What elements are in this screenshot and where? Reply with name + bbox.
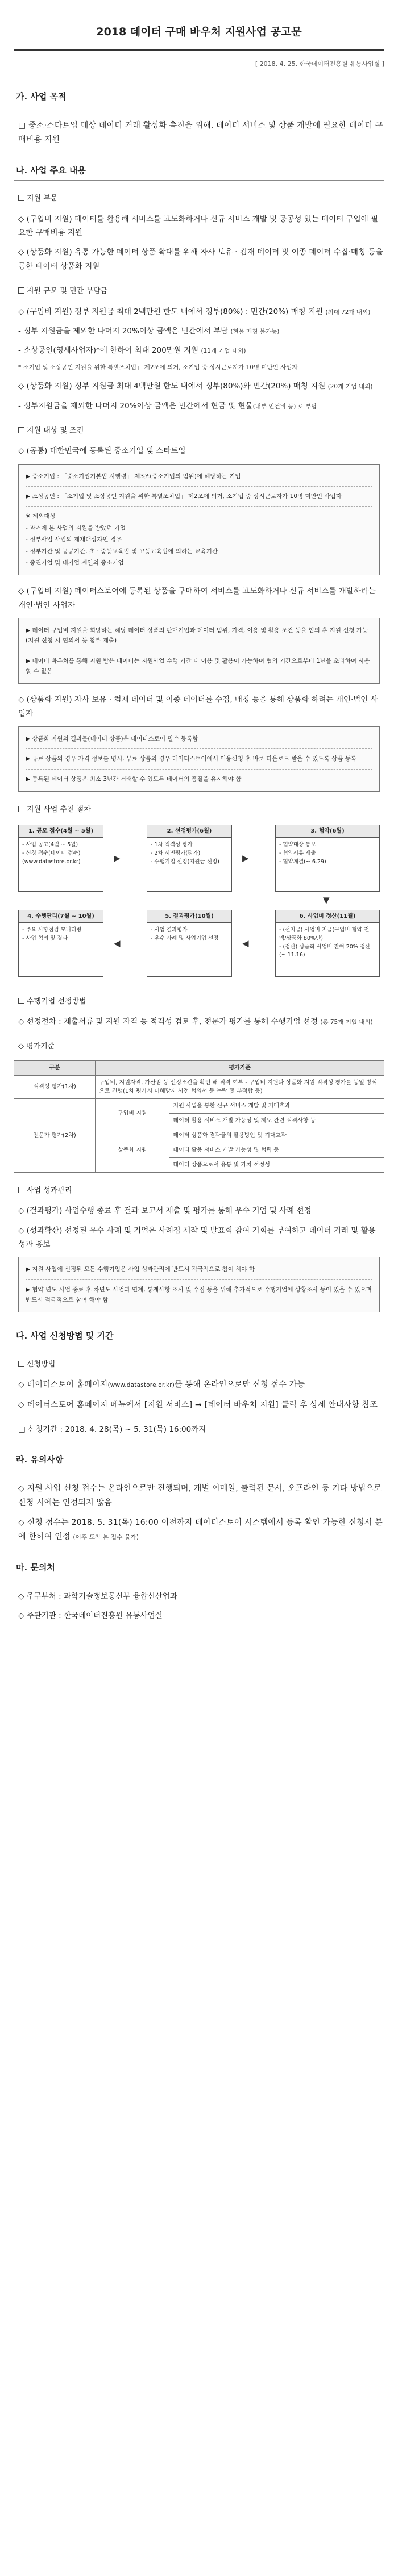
scale-product-private: - 정부지원금을 제외한 나머지 20%이상 금액은 민간에서 현금 및 현물(내부 인건비 등) 로 부담 — [18, 401, 317, 411]
table-row: 데이터 활용 서비스 개발 가능성 및 협력 등 — [14, 1143, 384, 1157]
table-row: 데이터 활용 서비스 개발 가능성 및 제도 관련 적격사항 등 — [14, 1113, 384, 1128]
checkbox-square-icon — [18, 195, 24, 201]
support-product-text: ◇ (상품화 지원) 유통 가능한 데이터 상품 확대를 위해 자사 보유 · 컴재 데이터 및 이종 데이터 수집·매칭 등을 통한 데이터 상품화 지원 — [18, 248, 383, 271]
table-row: 상품화 지원 데이터 상품화 결과물의 활용방안 및 기대효과 — [14, 1128, 384, 1143]
eligibility-purchase-box: ▶ 데이터 구입비 지원을 희망하는 해당 데이터 상품의 판매기업과 데이터 범위, 가격, 이용 및 활용 조건 등을 협의 후 지원 신청 가능(지원 신청 시 협의서 등 첨부 제출) ▶ 데이터 바우처를 통해 지원 받은 데이터는 지원사업 수행 기간 내 이용 및 활용이 가능하며 협의 기간으로부터 1년을 초과하여 사용 할 수 없음 — [18, 618, 380, 684]
sub-selection-method: 수행기업 선정방법 — [18, 996, 384, 1007]
performance-eval: ◇ (결과평가) 사업수행 종료 후 결과 보고서 제출 및 평가를 통해 우수 기업 및 사례 선정 — [18, 1206, 312, 1216]
section-main-heading: 나. 사업 주요 내용 — [14, 162, 384, 181]
arrow-left-icon: ◀ — [242, 938, 249, 948]
evaluation-table — [14, 1060, 384, 1173]
scale-product-text: ◇ (상품화 지원) 정부 지원금 최대 4백만원 한도 내에서 정부(80%)와 민간(20%) 매칭 지원 (20개 기업 내외) — [18, 382, 373, 391]
checkbox-square-icon — [18, 998, 24, 1004]
eligibility-product-box: ▶ 상품화 지원의 결과물(데이터 상품)은 데이터스토어 필수 등록함 ▶ 유료 상품의 경우 가격 정보를 명시, 무료 상품의 경우 데이터스토어에서 이용신청 후 바로 다운로드 받을 수 있도록 상품 등록 ▶ 등록된 데이터 상품은 최소 3년간 거래할 수 있도록 데이터의 품질을 유지해야 함 — [18, 726, 380, 792]
scale-purchase-private: - 정부 지원금을 제외한 나머지 20%이상 금액은 민간에서 부담 (현물 매칭 불가능) — [18, 326, 280, 336]
page-title: 2018 데이터 구매 바우처 지원사업 공고문 — [14, 19, 384, 51]
process-diagram — [18, 825, 380, 984]
checkbox-square-icon — [18, 287, 24, 294]
checkbox-square-icon — [18, 1187, 24, 1193]
sub-support-scale: 지원 규모 및 민간 부담금 — [18, 286, 384, 297]
table-header-category: 구분 — [14, 1060, 96, 1075]
scale-purchase-text: ◇ (구입비 지원) 정부 지원금 최대 2백만원 한도 내에서 정부(80%) : 민간(20%) 매칭 지원 (최대 72개 내외) — [18, 307, 371, 316]
caution-deadline: ◇ 신청 접수는 2018. 5. 31(목) 16:00 이전까지 데이터스토어 시스템에서 등록 확인 가능한 신청서 분에 한하여 인정 (이후 도착 본 접수 불가) — [18, 1517, 383, 1542]
checkbox-square-icon — [18, 806, 24, 812]
eligibility-common: ◇ (공통) 대한민국에 등록된 중소기업 및 스타트업 — [18, 446, 186, 456]
performance-spread: ◇ (성과확산) 선정된 우수 사례 및 기업은 사례집 제작 및 발표회 참여 기회를 부여하고 데이터 거래 및 활용 성과 홍보 — [18, 1226, 376, 1249]
sub-eval-criteria: ◇ 평가기준 — [18, 1042, 55, 1051]
process-step-3: 3. 협약(6월) - 협약대상 통보 - 협약서류 제출 - 협약체결(~ 6.29) — [275, 825, 380, 892]
process-step-4: 4. 수행관리(7월 ~ 10월) - 주요 사항점검 모니터링 - 사업 협의 및 결과 — [18, 910, 103, 977]
eligibility-product: ◇ (상품화 지원) 자사 보유 · 컴재 데이터 및 이종 데이터를 수집, 매칭 등을 통해 상품화 하려는 개인·법인 사업자 — [18, 695, 378, 718]
table-row: 전문가 평가(2차) 구입비 지원 지원 사업을 통한 신규 서비스 개발 및 기대효과 — [14, 1098, 384, 1113]
small-biz-footnote: * 소기업 및 소상공인 지원을 위한 특별조치법」 제2조에 의거, 소기업 중 상시근로자가 10명 미만인 사업자 — [18, 364, 298, 371]
checkbox-square-icon — [18, 1361, 24, 1367]
support-purchase-text: ◇ (구입비 지원) 데이터를 활용해 서비스를 고도화하거나 신규 서비스 개발 및 공공성 있는 데이터 구입에 필요한 구매비용 지원 — [18, 214, 379, 238]
section-contact-heading: 마. 문의처 — [14, 1559, 384, 1578]
caution-online-only: ◇ 지원 사업 신청 접수는 온라인으로만 진행되며, 개별 이메일, 출력된 문서, 오프라인 등 기타 방법으로 신청 시에는 인정되지 않음 — [18, 1483, 382, 1507]
sub-performance: 사업 성과관리 — [18, 1185, 384, 1197]
section-apply-heading: 다. 사업 신청방법 및 기간 — [14, 1327, 384, 1346]
process-step-1: 1. 공모 접수(4월 ~ 5월) - 사업 공고(4월 ~ 5월) - 신청 접수(데이터 접수) (www.datastore.or.kr) — [18, 825, 103, 892]
checkbox-square-icon — [18, 427, 24, 433]
arrow-right-icon: ▶ — [242, 852, 249, 863]
sub-apply-method: 신청방법 — [18, 1359, 384, 1370]
sub-support-type: 지원 부문 — [18, 193, 384, 204]
contact-agency: ◇ 주관기관 : 한국데이터진흥원 유통사업실 — [18, 1611, 163, 1621]
process-step-5: 5. 결과평가(10월) - 사업 결과평가 - 우수 사례 및 사업기업 선정 — [147, 910, 232, 977]
contact-ministry: ◇ 주무부처 : 과학기술정보통신부 융합신산업과 — [18, 1591, 177, 1601]
section-purpose-heading: 가. 사업 목적 — [14, 88, 384, 107]
eligibility-common-box: ▶ 중소기업 : 「중소기업기본법 시행령」 제3조(중소기업의 범위)에 해당하는 기업 ▶ 소상공인 : 「소기업 및 소상공인 지원을 위한 특별조치법」 제2조에 의거, 소기업 중 상시근로자가 10명 미만인 사업자 ※ 제외대상 - 과거에 본 사업의 지원을 받았던 기업 - 정부사업 사업의 제재대상자인 경우 - 정부기관 및 공공기관, 초 · 중등교육법 및 고등교육법에 의하는 교육기관 - 중견기업 및 대기업 계열의 중소기업 — [18, 464, 380, 576]
scale-purchase-small-biz: - 소상공인(영세사업자)*에 한하여 최대 200만원 지원 (11개 기업 내외) — [18, 346, 246, 356]
table-header-criteria: 평가기준 — [96, 1060, 384, 1075]
process-step-6: 6. 사업비 정산(11월) - (선지급) 사업비 지급(구입비 협약 전액/상품화 80%만) - (정산) 상품화 사업비 잔여 20% 정산(~ 11.16) — [275, 910, 380, 977]
sub-process: 지원 사업 추진 절차 — [18, 804, 384, 816]
selection-procedure: ◇ 선정절차 : 제출서류 및 지원 자격 등 적격성 검토 후, 전문가 평가를 통해 수행기업 선정 (총 75개 기업 내외) — [18, 1017, 373, 1027]
apply-menu-guide: ◇ 데이터스토어 홈페이지 메뉴에서 [지원 서비스] → [데이터 바우처 지원] 클릭 후 상세 안내사항 참조 — [18, 1400, 378, 1410]
performance-box: ▶ 지원 사업에 선정된 모든 수행기업은 사업 성과관리에 반드시 적극적으로 참여 해야 함 ▶ 협약 년도 사업 종료 후 차년도 사업과 연계, 통계사항 조사 및 수집 등을 위해 추가적으로 수행기업에 상황조사 등이 있을 수 있으며 반드시 적극적으로 참여 해야 함 — [18, 1257, 380, 1312]
table-row: 적격성 평가(1차) 구입비, 지원자격, 가산점 등 선정조건을 확인 해 적격 여부 - 구입비 지원과 상품화 지원 적격성 평가를 동일 방식으로 진행(1차 평가시 미해당자 사전 협의서 등 누락 및 부적합 등) — [14, 1075, 384, 1098]
section-caution-heading: 라. 유의사항 — [14, 1451, 384, 1470]
sub-eligibility: 지원 대상 및 조건 — [18, 425, 384, 437]
process-step-2: 2. 선정평가(6월) - 1차 적격성 평가 - 2차 서면평가(평가) - 수행기업 선정(지원금 선정) — [147, 825, 232, 892]
apply-online: ◇ 데이터스토어 홈페이지(www.datastore.or.kr)를 통해 온라인으로만 신청 접수 가능 — [18, 1380, 305, 1390]
publish-date: [ 2018. 4. 25. 한국데이터진흥원 유통사업실 ] — [255, 60, 384, 68]
purpose-text: □ 중소·스타트업 대상 데이터 거래 활성화 촉진을 위해, 데이터 서비스 및 상품 개발에 필요한 데이터 구매비용 지원 — [18, 120, 383, 144]
apply-period: □ 신청기간 : 2018. 4. 28(목) ~ 5. 31(목) 16:00까지 — [18, 1424, 206, 1434]
arrow-right-icon: ▶ — [114, 852, 121, 863]
eligibility-purchase: ◇ (구입비 지원) 데이터스토어에 등록된 상품을 구매하여 서비스를 고도화하거나 신규 서비스를 개발하려는 개인·법인 사업자 — [18, 587, 376, 610]
arrow-left-icon: ◀ — [114, 938, 121, 948]
table-row: 데이터 상품으로서 유통 및 가치 적정성 — [14, 1157, 384, 1172]
datastore-link[interactable]: (www.datastore.or.kr) — [107, 1382, 175, 1389]
arrow-down-icon: ▼ — [323, 894, 330, 905]
